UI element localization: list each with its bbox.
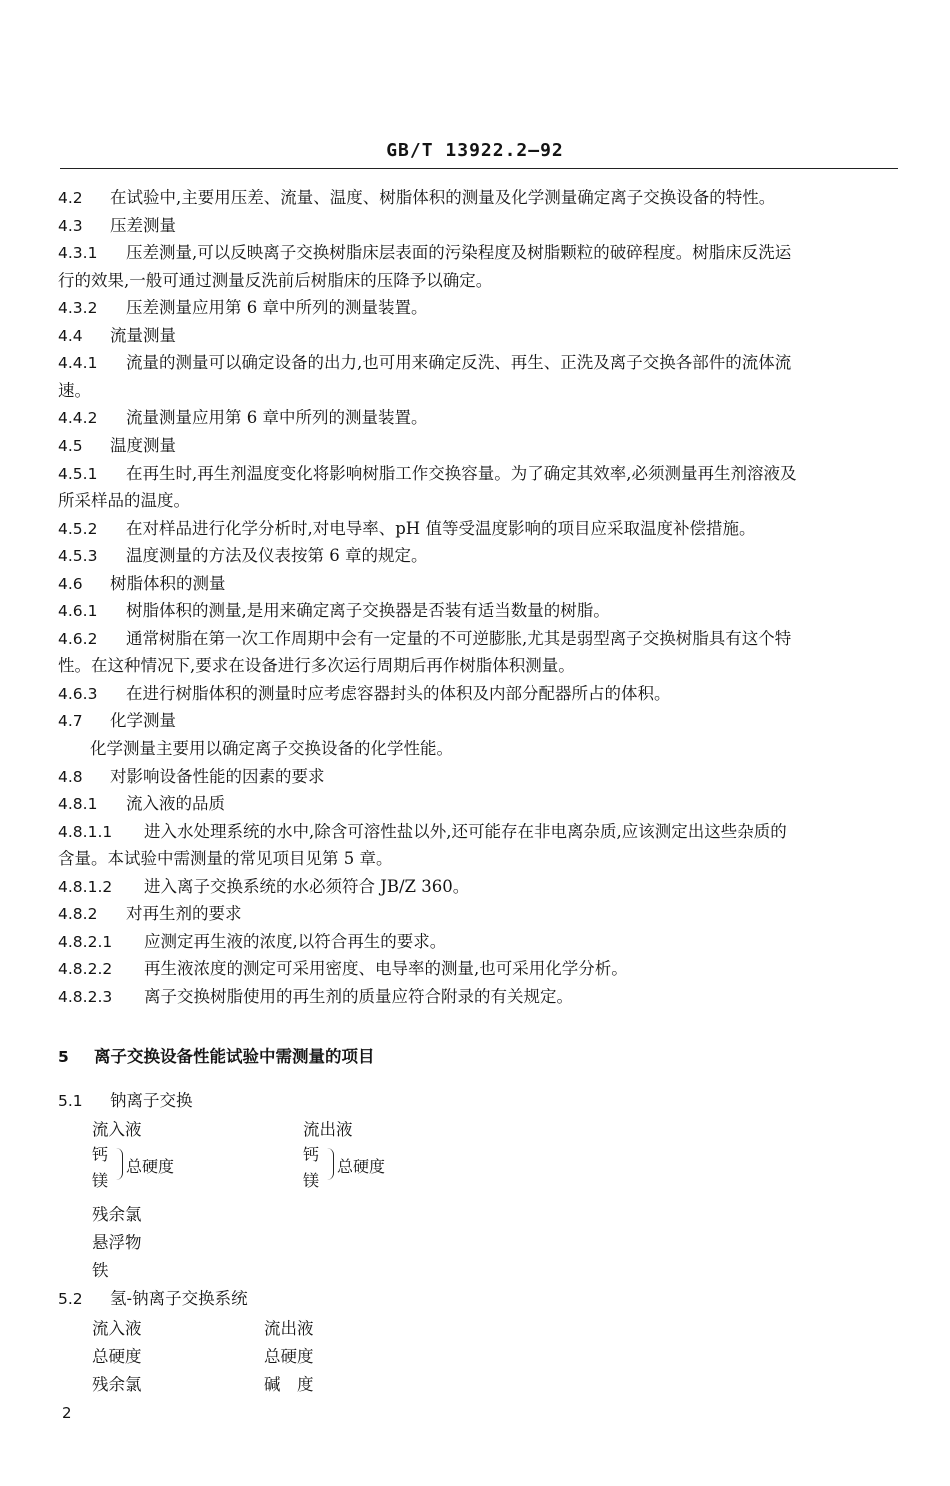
clause-number: 5.1 (58, 1092, 83, 1110)
clause-text: 在试验中,主要用压差、流量、温度、树脂体积的测量及化学测量确定离子交换设备的特性。 (110, 188, 776, 207)
clause-number: 4.4 (58, 326, 83, 345)
clause-line (58, 542, 900, 570)
outflow-item: 总硬度 (264, 1347, 314, 1366)
clause-text: 树脂体积的测量,是用来确定离子交换器是否装有适当数量的树脂。 (126, 601, 610, 621)
clause-text: 树脂体积的测量 (110, 573, 226, 593)
outflow-item: 流出液 (264, 1319, 314, 1338)
continuation-line (58, 267, 900, 295)
clause-number: 4.8 (58, 767, 83, 786)
clause-text: 化学测量主要用以确定离子交换设备的化学性能。 (90, 739, 453, 758)
subsection-5-2 (58, 1285, 900, 1313)
clause-number: 4.6.2 (58, 629, 98, 648)
clause-line (58, 322, 900, 350)
clause-line (58, 294, 900, 322)
clause-text: 离子交换树脂使用的再生剂的质量应符合附录的有关规定。 (144, 986, 573, 1006)
inflow-item: 流入液 (92, 1319, 142, 1338)
clause-number: 4.5.3 (58, 547, 98, 566)
inflow-item: 残余氯 (92, 1205, 142, 1224)
clause-number: 5.2 (58, 1290, 83, 1308)
calcium-label: 钙 (92, 1145, 109, 1164)
inflow-item: 悬浮物 (92, 1233, 142, 1252)
clause-number: 4.6 (58, 574, 83, 593)
clause-text: 流量测量 (110, 325, 176, 345)
clause-number: 4.3.2 (58, 299, 98, 318)
clause-text: 所采样品的温度。 (58, 491, 190, 511)
header-rule (60, 168, 898, 169)
clause-line (58, 707, 900, 735)
clause-text: 氢-钠离子交换系统 (110, 1289, 248, 1308)
inflow-item: 铁 (92, 1261, 109, 1280)
clause-line (58, 873, 900, 901)
clause-number: 4.8.2.1 (58, 932, 113, 951)
continuation-line (58, 845, 900, 873)
clause-text: 性。在这种情况下,要求在设备进行多次运行周期后再作树脂体积测量。 (58, 656, 575, 676)
inflow-item: 总硬度 (92, 1347, 142, 1366)
clause-text: 应测定再生液的浓度,以符合再生的要求。 (144, 931, 447, 951)
clause-number: 4.7 (58, 712, 83, 731)
clause-line (58, 184, 900, 212)
clause-number: 4.3 (58, 216, 83, 235)
clause-text: 含量。本试验中需测量的常见项目见第 5 章。 (58, 849, 393, 869)
continuation-line (58, 487, 900, 515)
section-5-heading (58, 1043, 900, 1071)
clause-line (58, 432, 900, 460)
clause-line (58, 404, 900, 432)
clause-text: 在对样品进行化学分析时,对电导率、pH 值等受温度影响的项目应采取温度补偿措施。 (126, 518, 756, 538)
clause-text: 在再生时,再生剂温度变化将影响树脂工作交换容量。为了确定其效率,必须测量再生剂溶液及 (126, 463, 797, 483)
section-title: 离子交换设备性能试验中需测量的项目 (94, 1047, 375, 1066)
clause-line (58, 597, 900, 625)
calcium-label: 钙 (303, 1145, 320, 1164)
clause-text: 对再生剂的要求 (126, 904, 242, 924)
continuation-line (58, 652, 900, 680)
clause-number: 4.5.1 (58, 464, 98, 483)
clause-number: 4.8.2.3 (58, 987, 113, 1006)
clause-text: 通常树脂在第一次工作周期中会有一定量的不可逆膨胀,尤其是弱型离子交换树脂具有这个特 (126, 628, 792, 648)
clause-text: 再生液浓度的测定可采用密度、电导率的测量,也可采用化学分析。 (144, 959, 628, 979)
clause-number: 4.4.2 (58, 409, 98, 428)
brace (327, 1148, 334, 1180)
inflow-hardness-group (92, 1142, 212, 1202)
clause-number: 4.8.2.2 (58, 960, 113, 979)
total-hardness-label: 总硬度 (126, 1157, 175, 1176)
clause-line (58, 515, 900, 543)
clause-line (58, 818, 900, 846)
continuation-line (58, 377, 900, 405)
clause-number: 4.8.1.1 (58, 822, 113, 841)
inflow-item: 残余氯 (92, 1375, 142, 1394)
clause-line (58, 955, 900, 983)
clause-number: 4.8.2 (58, 905, 98, 924)
clause-text: 压差测量,可以反映离子交换树脂床层表面的污染程度及树脂颗粒的破碎程度。树脂床反洗运 (126, 243, 792, 263)
clause-line (58, 983, 900, 1011)
outflow-heading: 流出液 (303, 1120, 353, 1139)
clause-line (58, 460, 900, 488)
clause-line (58, 570, 900, 598)
clause-text: 进入水处理系统的水中,除含可溶性盐以外,还可能存在非电离杂质,应该测定出这些杂质的 (144, 821, 787, 841)
clause-number: 4.8.1.2 (58, 877, 113, 896)
outflow-item: 碱 度 (264, 1375, 314, 1394)
clause-text: 在进行树脂体积的测量时应考虑容器封头的体积及内部分配器所占的体积。 (126, 683, 671, 703)
clause-number: 4.5 (58, 436, 83, 455)
continuation-line (90, 735, 932, 763)
clause-line (58, 928, 900, 956)
clause-number: 4.6.1 (58, 602, 98, 621)
clause-number: 4.5.2 (58, 519, 98, 538)
clause-text: 温度测量的方法及仪表按第 6 章的规定。 (126, 546, 428, 566)
clause-line (58, 790, 900, 818)
page-header: GB/T 13922.2—92 (386, 140, 564, 161)
clause-text: 流量测量应用第 6 章中所列的测量装置。 (126, 408, 428, 428)
outflow-hardness-group (303, 1142, 423, 1202)
inflow-heading: 流入液 (92, 1120, 142, 1139)
clause-text: 化学测量 (110, 711, 176, 731)
magnesium-label: 镁 (92, 1171, 109, 1190)
clause-line (58, 625, 900, 653)
brace (116, 1148, 123, 1180)
clause-text: 温度测量 (110, 435, 176, 455)
magnesium-label: 镁 (303, 1171, 320, 1190)
total-hardness-label: 总硬度 (337, 1157, 386, 1176)
clause-line (58, 212, 900, 240)
section-number: 5 (58, 1048, 69, 1066)
clause-text: 速。 (58, 380, 91, 400)
clause-line (58, 239, 900, 267)
clause-text: 流量的测量可以确定设备的出力,也可用来确定反洗、再生、正洗及离子交换各部件的流体流 (126, 353, 792, 373)
subsection-5-1 (58, 1087, 900, 1115)
clause-number: 4.8.1 (58, 795, 98, 814)
clause-number: 4.6.3 (58, 684, 98, 703)
clause-text: 对影响设备性能的因素的要求 (110, 766, 325, 786)
clause-number: 4.3.1 (58, 244, 98, 263)
clause-text: 进入离子交换系统的水必须符合 JB/Z 360。 (144, 876, 470, 896)
clause-number: 4.4.1 (58, 354, 98, 373)
clause-text: 流入液的品质 (126, 794, 225, 814)
clause-text: 行的效果,一般可通过测量反洗前后树脂床的压降予以确定。 (58, 270, 493, 290)
clause-line (58, 900, 900, 928)
clause-line (58, 349, 900, 377)
clause-line (58, 680, 900, 708)
clause-text: 钠离子交换 (110, 1091, 193, 1110)
clause-line (58, 763, 900, 791)
clause-text: 压差测量应用第 6 章中所列的测量装置。 (126, 298, 428, 318)
clause-text: 压差测量 (110, 215, 176, 235)
clause-number: 4.2 (58, 189, 83, 207)
page-number: 2 (62, 1404, 72, 1422)
